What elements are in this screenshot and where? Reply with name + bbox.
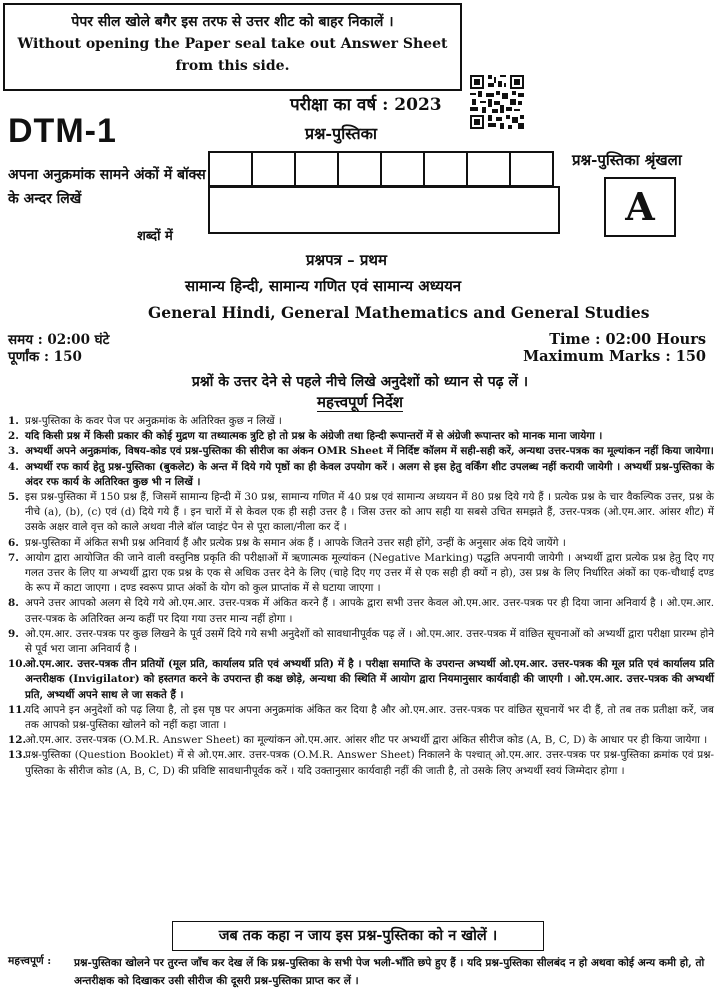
instruction-number: 8. — [8, 597, 19, 610]
instruction-item — [8, 536, 714, 551]
instruction-text: प्रश्न-पुस्तिका के कवर पेज पर अनुक्रमांक के अतिरिक्त कुछ न लिखें । — [25, 415, 282, 427]
instruction-text: अपने उत्तर आपको अलग से दिये गये ओ.एम.आर. उत्तर-पत्रक में अंकित करने हैं । आपके द्वारा सभी उत्तर केवल ओ.एम.आर. उत्तर-पत्रक पर ही दिया जाना अनिवार्य है । ओ.एम.आर. उत्तर-पत्रक के अतिरिक्त अन्य कहीं पर दिया गया उत्तर मान्य नहीं होगा । — [25, 597, 714, 625]
roll-digit-box[interactable] — [252, 152, 295, 186]
roll-number-words-box[interactable] — [208, 186, 560, 234]
subject-title-english: General Hindi, General Mathematics and General Studies — [148, 303, 650, 322]
seal-line-hindi: पेपर सील खोले बगैर इस तरफ से उत्तर शीट को बाहर निकालें । — [71, 14, 394, 30]
instruction-text: ओ.एम.आर. उत्तर-पत्रक (O.M.R. Answer Sheet) का मूल्यांकन ओ.एम.आर. आंसर शीट पर अभ्यर्थी द्वारा अंकित सीरीज कोड (A, B, C, D) के आधार पर ही किया जायेगा । — [25, 734, 708, 747]
roll-digit-box[interactable] — [424, 152, 467, 186]
exam-year: परीक्षा का वर्ष : 2023 — [290, 95, 442, 115]
instruction-number: 13. — [8, 749, 27, 762]
instruction-number: 5. — [8, 491, 19, 504]
instruction-number: 6. — [8, 536, 19, 549]
instruction-number: 9. — [8, 627, 19, 640]
instruction-text: यदि आपने इन अनुदेशों को पढ़ लिया है, तो इस पृष्ठ पर अपना अनुक्रमांक अंकित कर दिया है और ओ.एम.आर. उत्तर-पत्रक पर वांछित सूचनायें भर दी हैं, तो तब तक प्रतीक्षा करें, जब तक आपको प्रश्न-पुस्तिका खोलने को नहीं कहा जाता । — [25, 703, 714, 732]
roll-digit-box[interactable] — [209, 152, 252, 186]
roll-number-digit-boxes — [208, 151, 554, 187]
instruction-item — [8, 490, 714, 536]
instruction-item — [8, 748, 714, 778]
instruction-item — [8, 703, 714, 733]
seal-line-english-1: Without opening the Paper seal take out Answer Sheet — [17, 36, 448, 52]
time-english: Time : 02:00 Hours — [549, 331, 706, 348]
instruction-number: 10. — [8, 658, 27, 671]
instruction-number: 1. — [8, 415, 19, 427]
instruction-text: अभ्यर्थी रफ कार्य हेतु प्रश्न-पुस्तिका (बुकलेट) के अन्त में दिये गये पृष्ठों का ही केवल उपयोग करें । अलग से इस हेतु वर्किंग शीट उपलब्ध नहीं करायी जायेगी । अभ्यर्थी प्रश्न-पुस्तिका के अंदर रफ कार्य के अतिरिक्त कुछ भी न लिखें । — [25, 460, 714, 488]
instruction-number: 3. — [8, 445, 19, 458]
pre-instruction-note: प्रश्नों के उत्तर देने से पहले नीचे लिखे अनुदेशों को ध्यान से पढ़ लें । — [191, 374, 529, 390]
instruction-text: आयोग द्वारा आयोजित की जाने वाली वस्तुनिष्ठ प्रकृति की परीक्षाओं में ऋणात्मक मूल्यांकन (Negative Marking) पद्धति अपनायी जायेगी । अभ्यर्थी द्वारा प्रत्येक प्रश्न हेतु दिए गए गलत उत्तर के लिए या अभ्यर्थी द्वारा एक प्रश्न के एक से अधिक उत्तर देने के लिए (चाहे दिए गए उत्तर में से एक सही ही क्यों न हो), उस प्रश्न के लिए निर्धारित अंकों का एक-चौथाई दण्ड के रूप में काटा जाएगा । दण्ड स्वरूप प्राप्त अंकों के योग को कुल प्राप्तांक में से घटाया जाएगा । — [25, 551, 714, 595]
subject-title-hindi: सामान्य हिन्दी, सामान्य गणित एवं सामान्य अध्ययन — [185, 277, 462, 295]
roll-digit-box[interactable] — [467, 152, 510, 186]
seal-instruction-box — [3, 3, 462, 91]
series-label: प्रश्न-पुस्तिका श्रृंखला — [572, 151, 682, 169]
instruction-number: 12. — [8, 734, 27, 747]
booklet-label: प्रश्न-पुस्तिका — [305, 124, 378, 143]
marks-english: Maximum Marks : 150 — [523, 348, 706, 365]
instruction-text: प्रश्न-पुस्तिका में अंकित सभी प्रश्न अनिवार्य हैं और प्रत्येक प्रश्न के समान अंक हैं । आपके जितने उत्तर सही होंगे, उन्हीं के अनुसार अंक दिये जायेंगे । — [25, 536, 566, 549]
time-hindi: समय : 02:00 घंटे — [8, 332, 110, 348]
seal-line-english-2: from this side. — [175, 58, 290, 74]
roll-digit-box[interactable] — [510, 152, 553, 186]
instruction-item — [8, 429, 714, 444]
qr-code-icon — [470, 75, 524, 129]
instructions-heading-text: महत्त्वपूर्ण निर्देश — [316, 393, 404, 411]
paper-number: प्रश्नपत्र – प्रथम — [306, 251, 387, 269]
instruction-number: 4. — [8, 460, 19, 473]
instruction-text: ओ.एम.आर. उत्तर-पत्रक तीन प्रतियों (मूल प्रति, कार्यालय प्रति एवं अभ्यर्थी प्रति) में है । परीक्षा समाप्ति के उपरान्त अभ्यर्थी ओ.एम.आर. उत्तर-पत्रक की मूल प्रति एवं कार्यालय प्रति अन्तरीक्षक (Invigilator) को हस्तगत करने के उपरान्त ही कक्ष छोड़े, अन्यथा की स्थिति में आयोग द्वारा नियमानुसार कार्यवाही की जाएगी । ओ.एम.आर. उत्तर-पत्रक की अभ्यर्थी प्रति, अभ्यर्थी अपने साथ ले जा सकते हैं । — [25, 658, 714, 701]
roll-words-label: शब्दों में — [137, 229, 173, 244]
instruction-number: 11. — [8, 703, 27, 716]
roll-digit-box[interactable] — [295, 152, 338, 186]
important-label: महत्त्वपूर्ण : — [8, 955, 52, 967]
instruction-number: 7. — [8, 551, 19, 564]
instruction-number: 2. — [8, 430, 19, 443]
instruction-text: यदि किसी प्रश्न में किसी प्रकार की कोई मुद्रण या तथ्यात्मक त्रुटि हो तो प्रश्न के अंग्रेजी तथा हिन्दी रूपान्तरों में से अंग्रेजी रूपान्तर को मानक माना जायेगा । — [25, 430, 603, 443]
instructions-heading — [0, 392, 720, 412]
instruction-list — [8, 414, 714, 779]
instruction-item — [8, 627, 714, 657]
do-not-open-notice: जब तक कहा न जाय इस प्रश्न-पुस्तिका को न खोलें । — [172, 921, 544, 951]
instruction-item — [8, 657, 714, 703]
instruction-text: इस प्रश्न-पुस्तिका में 150 प्रश्न हैं, जिसमें सामान्य हिन्दी में 30 प्रश्न, सामान्य गणित में 40 प्रश्न एवं सामान्य अध्ययन में 80 प्रश्न दिये गये हैं । प्रत्येक प्रश्न के चार वैकल्पिक उत्तर, प्रश्न के नीचे (a), (b), (c) एवं (d) दिये गये हैं । इन चारों में से केवल एक ही सही उत्तर है । जिस उत्तर को आप सही या सबसे उचित समझते हैं, उत्तर-पत्रक (ओ.एम.आर. आंसर शीट) में उसके अक्षर वाले वृत्त को काले अथवा नीले बॉल प्वाइंट पेन से पूरा काला/नीला कर दें । — [25, 491, 714, 534]
roll-number-instruction: अपना अनुक्रमांक सामने अंकों में बॉक्स के अन्दर लिखें — [8, 167, 206, 207]
roll-digit-box[interactable] — [381, 152, 424, 186]
series-code-box: A — [604, 177, 676, 237]
paper-code: DTM-1 — [8, 112, 117, 150]
instruction-text: प्रश्न-पुस्तिका (Question Booklet) में से ओ.एम.आर. उत्तर-पत्रक (O.M.R. Answer Sheet) निकालने के पश्चात् ओ.एम.आर. उत्तर-पत्रक पर प्रश्न-पुस्तिका क्रमांक एवं प्रश्न-पुस्तिका के सीरीज कोड (A, B, C, D) की प्रविष्टि सावधानीपूर्वक करें । यदि उक्तानुसार कार्यवाही नहीं की जाती है, तो उसके लिए अभ्यर्थी स्वयं जिम्मेदार होगा । — [25, 749, 714, 777]
roll-digit-box[interactable] — [338, 152, 381, 186]
instruction-item — [8, 596, 714, 626]
instruction-text: अभ्यर्थी अपने अनुक्रमांक, विषय-कोड एवं प्रश्न-पुस्तिका की सीरीज का अंकन OMR Sheet में निर्दिष्ट कॉलम में सही-सही करें, अन्यथा उत्तर-पत्रक का मूल्यांकन नहीं किया जायेगा। — [25, 445, 714, 458]
instruction-item — [8, 414, 714, 429]
marks-hindi: पूर्णांक : 150 — [8, 349, 82, 365]
important-note: प्रश्न-पुस्तिका खोलने पर तुरन्त जाँच कर देख लें कि प्रश्न-पुस्तिका के सभी पेज भली-भाँति छपे हुए हैं । यदि प्रश्न-पुस्तिका सीलबंद न हो अथवा कोई अन्य कमी हो, तो अन्तरीक्षक को दिखाकर उसी सीरीज की दूसरी प्रश्न-पुस्तिका प्राप्त कर लें । — [74, 957, 705, 987]
instruction-item — [8, 733, 714, 748]
instruction-text: ओ.एम.आर. उत्तर-पत्रक पर कुछ लिखने के पूर्व उसमें दिये गये सभी अनुदेशों को सावधानीपूर्वक पढ़ लें । ओ.एम.आर. उत्तर-पत्रक में वांछित सूचनाओं को अभ्यर्थी द्वारा परीक्षा प्रारम्भ होने से पूर्व भरा जाना अनिवार्य है । — [25, 627, 714, 656]
instruction-item — [8, 460, 714, 490]
instruction-item — [8, 551, 714, 597]
instruction-item — [8, 444, 714, 459]
